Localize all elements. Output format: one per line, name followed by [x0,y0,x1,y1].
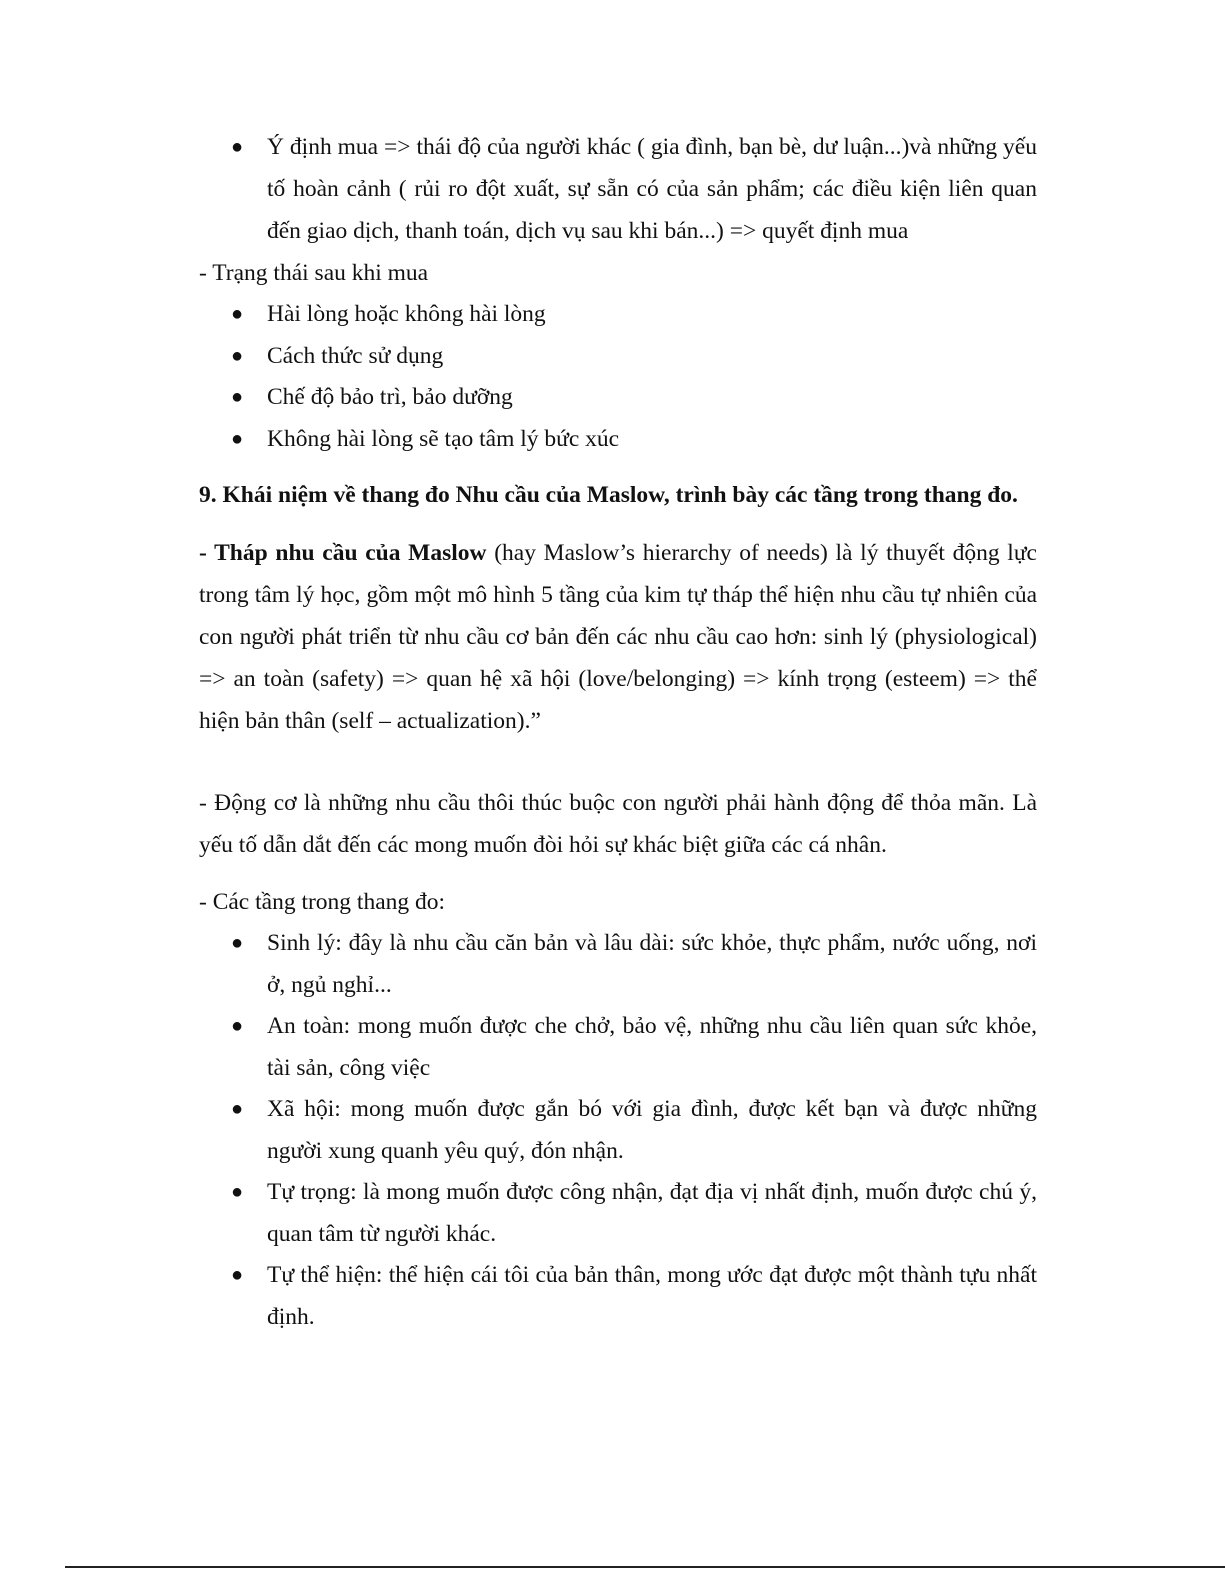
post-purchase-list [199,294,1037,460]
list-item: ● An toàn: mong muốn được che chở, bảo vệ, những nhu cầu liên quan sức khỏe, tài sản, công việc [199,1006,1037,1089]
bullet-icon: ● [231,386,244,408]
maslow-definition-paragraph [199,532,1037,742]
list-item: ● Hài lòng hoặc không hài lòng [199,294,1037,336]
maslow-body: (hay Maslow’s hierarchy of needs) là lý thuyết động lực trong tâm lý học, gồm một mô hình 5 tầng của kim tự tháp thể hiện nhu cầu tự nhiên của con người phát triển từ nhu cầu cơ bản đến các nhu cầu cao hơn: sinh lý (physiological) => an toàn (safety) => quan hệ xã hội (love/belonging) => kính trọng (esteem) => thể hiện bản thân (self – actualization).” [199,540,1037,734]
bullet-icon: ● [231,1264,244,1286]
list-item: ● Chế độ bảo trì, bảo dưỡng [199,377,1037,419]
bullet-icon: ● [231,136,244,158]
bottom-divider [65,1566,1225,1568]
purchase-intent-list [199,126,1037,252]
list-item: ● Sinh lý: đây là nhu cầu căn bản và lâu dài: sức khỏe, thực phẩm, nước uống, nơi ở, ngủ nghỉ... [199,923,1037,1006]
maslow-lead: - Tháp nhu cầu của Maslow [199,540,487,566]
bullet-icon: ● [231,344,244,367]
bullet-icon: ● [231,303,244,325]
post-purchase-heading: - Trạng thái sau khi mua [199,260,429,286]
list-item: ● Xã hội: mong muốn được gắn bó với gia đình, được kết bạn và được những người xung quanh yêu quý, đón nhận. [199,1089,1037,1172]
section-heading: 9. Khái niệm về thang đo Nhu cầu của Maslow, trình bày các tầng trong thang đo. [199,482,1018,508]
list-item: ● Không hài lòng sẽ tạo tâm lý bức xúc [199,419,1037,461]
bullet-icon: ● [231,1098,244,1120]
bullet-icon: ● [231,1181,244,1203]
levels-heading: - Các tầng trong thang đo: [199,889,446,915]
maslow-levels-list [199,923,1037,1338]
list-item: ● Tự thể hiện: thể hiện cái tôi của bản thân, mong ước đạt được một thành tựu nhất định. [199,1255,1037,1338]
list-item: ● Ý định mua => thái độ của người khác ( gia đình, bạn bè, dư luận...)và những yếu tố hoàn cảnh ( rủi ro đột xuất, sự sẵn có của sản phẩm; các điều kiện liên quan đến giao dịch, thanh toán, dịch vụ sau khi bán...) => quyết định mua [199,126,1037,252]
page-content [199,126,1037,1338]
list-item: ● Tự trọng: là mong muốn được công nhận, đạt địa vị nhất định, muốn được chú ý, quan tâm từ người khác. [199,1172,1037,1255]
bullet-icon: ● [231,1015,244,1037]
bullet-icon: ● [231,932,244,954]
list-item: ● Cách thức sử dụng [199,336,1037,378]
bullet-icon: ● [231,427,244,450]
motivation-paragraph: - Động cơ là những nhu cầu thôi thúc buộc con người phải hành động để thỏa mãn. Là yếu tố dẫn dắt đến các mong muốn đòi hỏi sự khác biệt giữa các cá nhân. [199,790,1037,858]
